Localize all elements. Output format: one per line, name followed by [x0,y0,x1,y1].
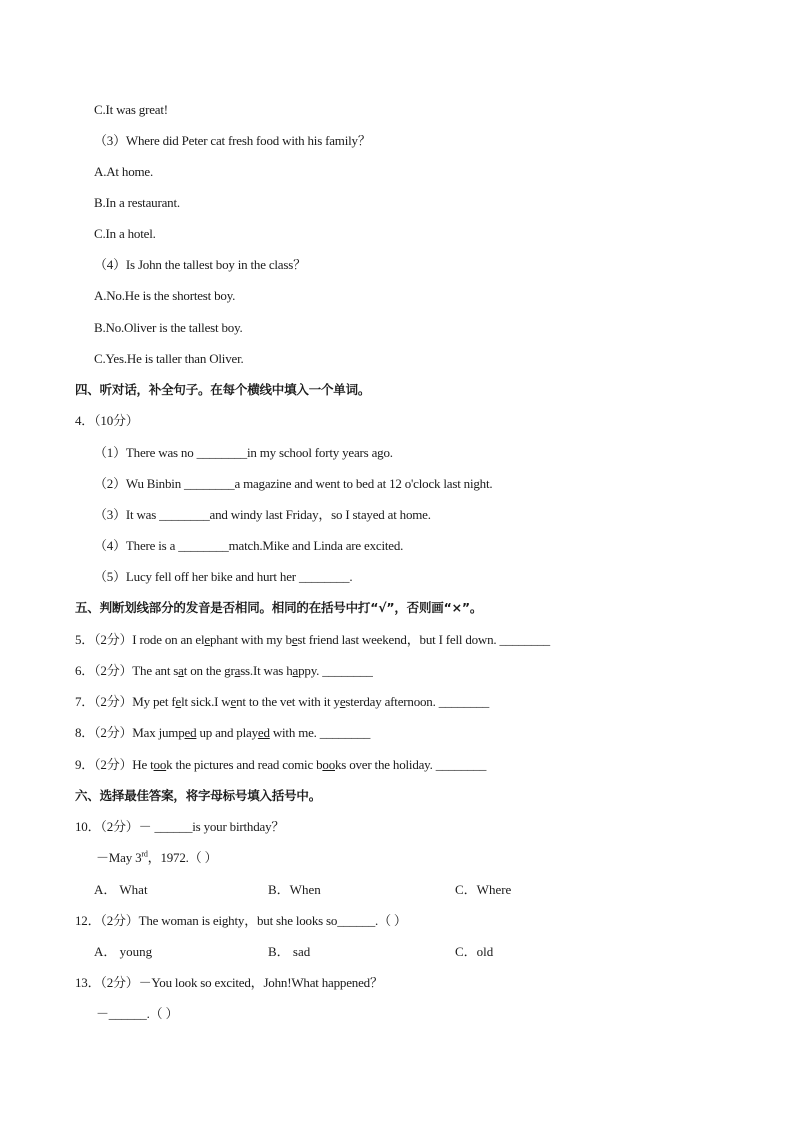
option-a: A． young [94,944,153,959]
q-text: sterday afternoon. ________ [345,694,490,709]
pronunciation-question [75,631,550,649]
underlined-letter: oo [322,757,335,772]
q-text: with me. ________ [269,725,371,740]
option-text: C.It was great! [94,102,168,117]
pronunciation-question [75,724,370,742]
q-text: nt to the vet with it y [236,694,340,709]
question-text: （4）Is John the tallest boy in the class？ [94,257,306,272]
q-text: up and play [196,725,258,740]
option-text: C.In a hotel. [94,226,156,241]
underlined-letter: ed [184,725,197,740]
q-text: 9．（2分）He t [75,757,154,772]
option-c: C．Where [455,882,512,897]
underlined-letter: oo [153,757,167,772]
section-heading: 六、选择最佳答案，将字母标号填入括号中。 [75,788,322,803]
superscript: rd [141,849,148,859]
q-text: 6．（2分）The ant s [75,663,179,678]
option-text: B.No.Oliver is the tallest boy. [94,320,243,335]
q-text: k the pictures and read comic b [166,757,323,772]
underlined-letter: ed [257,725,270,740]
q-text: 7．（2分）My pet f [75,694,176,709]
underlined-letter: e [230,694,237,709]
choice-question: 13．（2分）－You look so excited，John!What happened？ [75,975,383,990]
fill-blank-item: （2）Wu Binbin ________a magazine and went to bed at 12 o'clock last night. [94,476,493,491]
underlined-letter: e [339,694,346,709]
option-text: B.In a restaurant. [94,195,180,210]
fill-blank-item: （5）Lucy fell off her bike and hurt her ________. [94,569,353,584]
pronunciation-question [75,693,489,711]
question-text: （3）Where did Peter cat fresh food with his family？ [94,133,371,148]
pronunciation-question [75,662,373,680]
option-a: A． What [94,882,148,897]
section-heading: 五、判断划线部分的发音是否相同。相同的在括号中打“√”，否则画“×”。 [75,600,483,615]
fill-blank-item: （1）There was no ________in my school forty years ago. [94,445,393,460]
answer-text: ，1972.（ ） [147,850,218,865]
q-text: ks over the holiday. ________ [335,757,487,772]
q-text: ppy. ________ [298,663,373,678]
fill-blank-item: （3）It was ________and windy last Friday，so I stayed at home. [94,507,431,522]
option-text: C.Yes.He is taller than Oliver. [94,351,244,366]
choice-question: 12．（2分）The woman is eighty，but she looks so______.（ ） [75,913,407,928]
dialogue-answer: －______.（ ） [96,1006,179,1021]
underlined-letter: e [291,632,298,647]
question-number: 4．（10分） [75,413,139,428]
option-text: A.No.He is the shortest boy. [94,288,236,303]
q-text: t on the gr [183,663,235,678]
q-text: lt sick.I w [181,694,231,709]
fill-blank-item: （4）There is a ________match.Mike and Linda are excited. [94,538,404,553]
underlined-letter: e [204,632,210,647]
option-b: B． sad [268,944,311,959]
q-text: st friend last weekend，but I fell down. ________ [297,632,550,647]
section-heading: 四、听对话，补全句子。在每个横线中填入一个单词。 [75,382,371,397]
option-b: B．When [268,882,321,897]
q-text: ss.It was h [240,663,293,678]
q-text: phant with my b [209,632,292,647]
pronunciation-question [75,756,486,774]
option-c: C．old [455,944,494,959]
underlined-letter: a [178,663,184,678]
q-text: 8．（2分）Max jump [75,725,185,740]
dialogue-answer [96,849,217,867]
underlined-letter: e [175,694,182,709]
answer-text: －May 3 [96,850,142,865]
q-text: 5．（2分）I rode on an el [75,632,205,647]
option-text: A.At home. [94,164,154,179]
underlined-letter: a [234,663,241,678]
choice-question: 10．（2分）－ ______is your birthday？ [75,819,285,834]
underlined-letter: a [292,663,299,678]
